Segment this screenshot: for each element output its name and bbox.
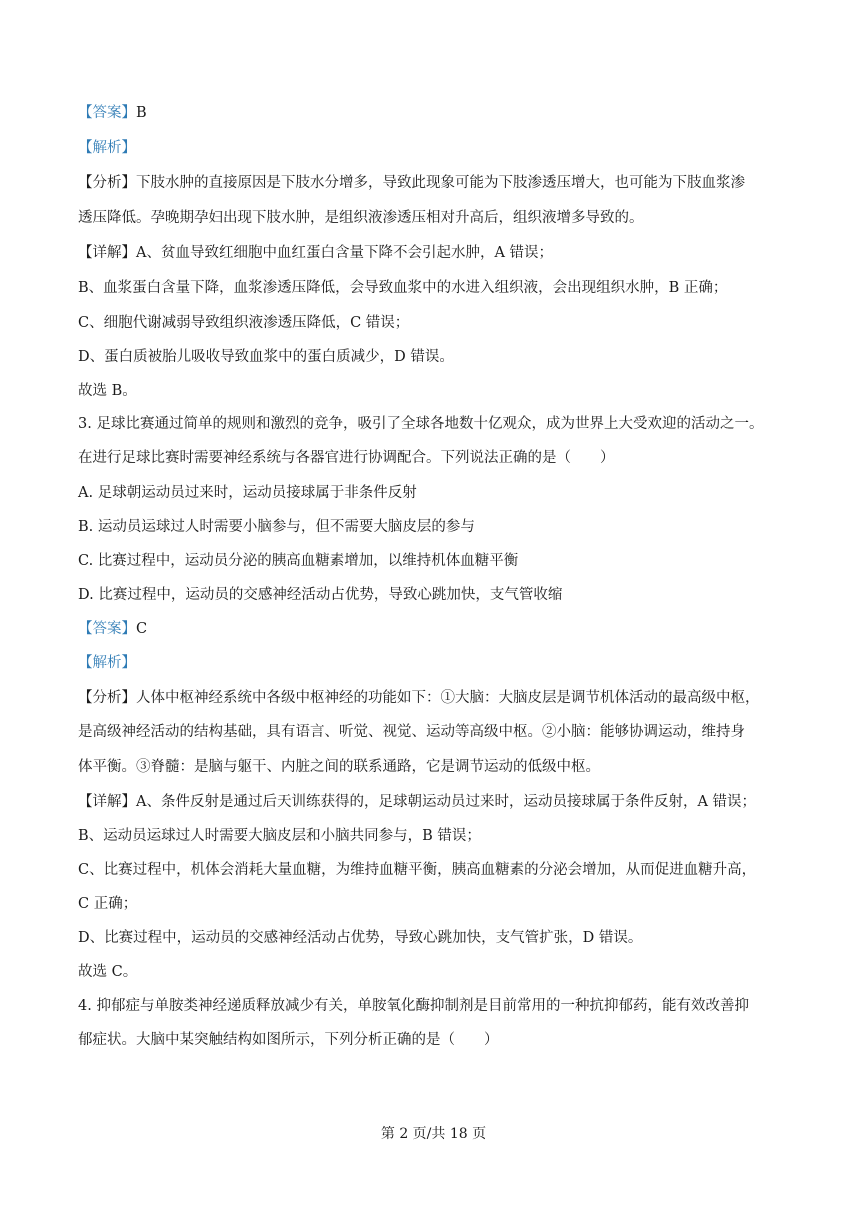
text-line: 在进行足球比赛时需要神经系统与各器官进行协调配合。下列说法正确的是（ ） [78,450,615,466]
page-footer: 第 2 页/共 18 页 [380,1126,487,1142]
text-line: 【详解】A、条件反射是通过后天训练获得的，足球朝运动员过来时，运动员接球属于条件反射，A 错误； [78,794,757,810]
text-line: 3. 足球比赛通过简单的规则和激烈的竞争，吸引了全球各地数十亿观众，成为世界上大受欢迎的活动之一。 [78,416,764,432]
text-line [78,619,147,639]
section-tag: 【答案】 [78,621,136,637]
text-line: B. 运动员运球过人时需要小脑参与，但不需要大脑皮层的参与 [78,519,475,535]
text-line: C、比赛过程中，机体会消耗大量血糖，为维持血糖平衡，胰高血糖素的分泌会增加，从而促进血糖升高， [78,862,757,878]
text-line: 【分析】下肢水肿的直接原因是下肢水分增多，导致此现象可能为下肢渗透压增大，也可能为下肢血浆渗 [78,175,745,191]
text-line [78,653,136,673]
text-line: D. 比赛过程中，运动员的交感神经活动占优势，导致心跳加快，支气管收缩 [78,587,563,603]
text-line: 体平衡。③脊髓：是脑与躯干、内脏之间的联系通路，它是调节运动的低级中枢。 [78,759,600,775]
text-line: 【分析】人体中枢神经系统中各级中枢神经的功能如下：①大脑：大脑皮层是调节机体活动的最高级中枢， [78,690,760,706]
section-tag: 【解析】 [78,140,136,156]
section-tag: 【答案】 [78,105,136,121]
text-line: C、细胞代谢减弱导致组织液渗透压降低，C 错误； [78,315,410,331]
text-line: 故选 C。 [78,964,138,980]
text-line: B、血浆蛋白含量下降，血浆渗透压降低，会导致血浆中的水进入组织液，会出现组织水肿，B 正确； [78,280,728,296]
text-line: D、蛋白质被胎儿吸收导致血浆中的蛋白质减少，D 错误。 [78,349,454,365]
text-line: 是高级神经活动的结构基础，具有语言、听觉、视觉、运动等高级中枢。②小脑：能够协调运动，维持身 [78,724,745,740]
tag-value: C [136,621,148,637]
text-line: 透压降低。孕晚期孕妇出现下肢水肿，是组织液渗透压相对升高后，组织液增多导致的。 [78,210,644,226]
text-line: 【详解】A、贫血导致红细胞中血红蛋白含量下降不会引起水肿，A 错误； [78,245,554,261]
section-tag: 【解析】 [78,655,136,671]
tag-value: B [136,105,147,121]
text-line: B、运动员运球过人时需要大脑皮层和小脑共同参与，B 错误； [78,828,481,844]
text-line: C 正确； [78,896,138,912]
text-line [78,103,147,123]
text-line: A. 足球朝运动员过来时，运动员接球属于非条件反射 [78,485,417,501]
text-line: C. 比赛过程中，运动员分泌的胰高血糖素增加，以维持机体血糖平衡 [78,553,519,569]
text-line [78,138,136,158]
text-line: 故选 B。 [78,383,137,399]
text-line: D、比赛过程中，运动员的交感神经活动占优势，导致心跳加快，支气管扩张，D 错误。 [78,930,643,946]
text-line: 郁症状。大脑中某突触结构如图所示，下列分析正确的是（ ） [78,1032,499,1048]
text-line: 4. 抑郁症与单胺类神经递质释放减少有关，单胺氧化酶抑制剂是目前常用的一种抗抑郁药，能有效改善抑 [78,998,749,1014]
